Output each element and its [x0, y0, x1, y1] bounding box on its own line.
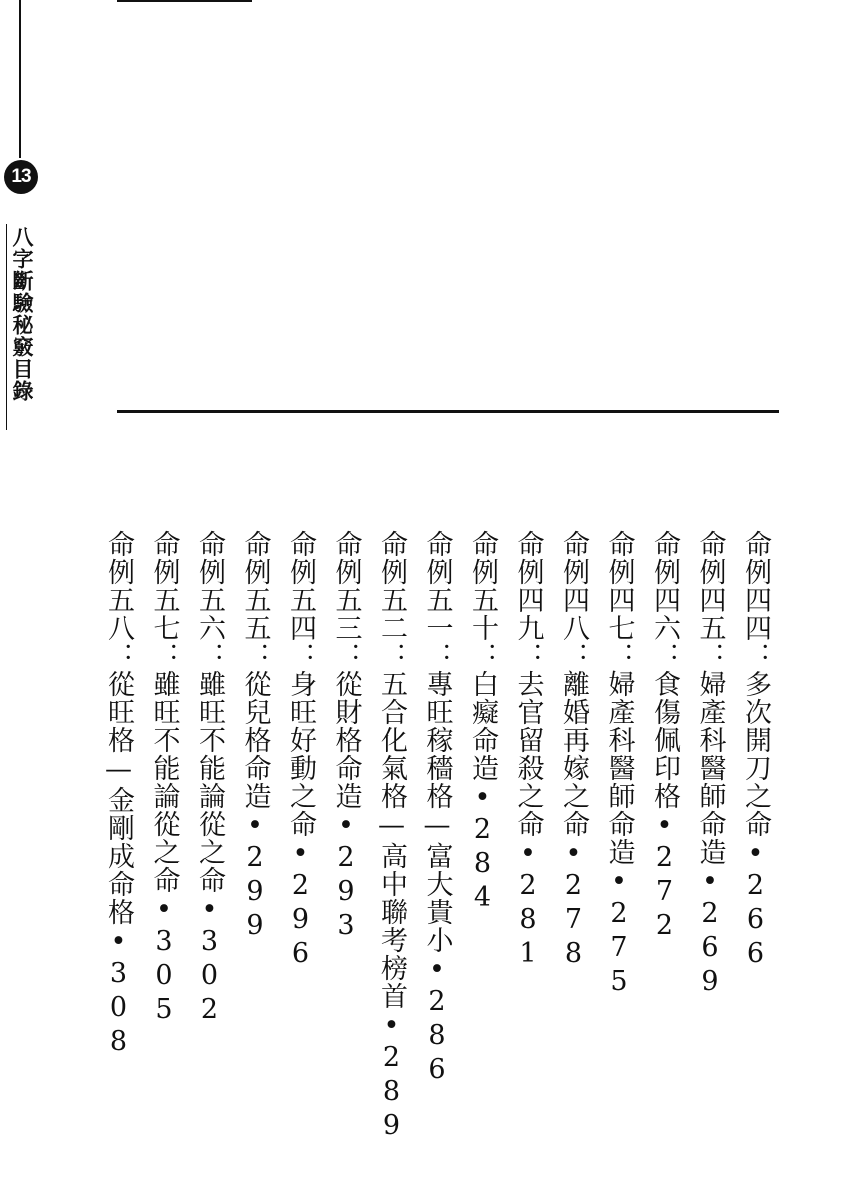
entry-label: 命例五三 — [330, 530, 362, 642]
entry-page: 266 — [740, 870, 771, 972]
entry-label: 命例四六 — [649, 530, 680, 642]
entry-page: 299 — [239, 842, 271, 944]
entry-page: 269 — [694, 898, 726, 1000]
toc-entry[interactable]: 命例四六：食傷佩印格•272 — [649, 530, 680, 944]
entry-title: 專旺稼穡格—富大貴小 — [421, 670, 453, 954]
entry-title: 五合化氣格—高中聯考榜首 — [376, 670, 407, 1010]
entry-title: 雖旺不能論從之命 — [194, 670, 225, 894]
side-rule-bottom — [6, 224, 7, 430]
entry-title: 婦產科醫師命造 — [694, 670, 726, 866]
entry-page: 296 — [285, 870, 316, 972]
entry-title: 離婚再嫁之命 — [558, 670, 589, 838]
entry-page: 302 — [194, 926, 225, 1028]
toc-entry[interactable]: 命例五八：從旺格—金剛成命格•308 — [103, 530, 134, 1060]
entry-title: 從財格命造 — [330, 670, 362, 810]
entry-page: 293 — [330, 842, 362, 944]
entry-label: 命例四七 — [603, 530, 635, 642]
entry-label: 命例五六 — [194, 530, 225, 642]
entry-page: 286 — [421, 986, 453, 1088]
toc-entry[interactable]: 命例五四：身旺好動之命•296 — [285, 530, 316, 972]
entry-label: 命例五五 — [239, 530, 271, 642]
entry-title: 從兒格命造 — [239, 670, 271, 810]
side-rule-top — [19, 0, 21, 158]
entry-label: 命例四四 — [740, 530, 771, 642]
entry-title: 婦產科醫師命造 — [603, 670, 635, 866]
entry-title: 雖旺不能論從之命 — [148, 670, 180, 894]
section-rule — [117, 410, 779, 413]
entry-label: 命例五八 — [103, 530, 134, 642]
entry-page: 308 — [103, 958, 134, 1060]
entry-label: 命例五十 — [467, 530, 498, 642]
entry-label: 命例四九 — [512, 530, 544, 642]
entry-page: 275 — [603, 898, 635, 1000]
toc-entry[interactable]: 命例五六：雖旺不能論從之命•302 — [194, 530, 225, 1028]
entry-label: 命例五二 — [376, 530, 407, 642]
table-of-contents — [96, 530, 779, 1170]
toc-entry[interactable]: 命例四八：離婚再嫁之命•278 — [558, 530, 589, 972]
toc-entry[interactable]: 命例五三：從財格命造•293 — [330, 530, 362, 944]
toc-entry[interactable]: 命例五二：五合化氣格—高中聯考榜首•289 — [376, 530, 407, 1144]
entry-page: 284 — [467, 814, 498, 916]
toc-entry[interactable]: 命例五五：從兒格命造•299 — [239, 530, 271, 944]
toc-entry[interactable]: 命例五一：專旺稼穡格—富大貴小•286 — [421, 530, 453, 1088]
entry-title: 白癡命造 — [467, 670, 498, 782]
entry-page: 272 — [649, 842, 680, 944]
entry-page: 281 — [512, 870, 544, 972]
toc-entry[interactable]: 命例五七：雖旺不能論從之命•305 — [148, 530, 180, 1028]
entry-title: 身旺好動之命 — [285, 670, 316, 838]
entry-label: 命例四五 — [694, 530, 726, 642]
entry-label: 命例四八 — [558, 530, 589, 642]
entry-page: 289 — [376, 1042, 407, 1144]
entry-page: 305 — [148, 926, 180, 1028]
entry-title: 從旺格—金剛成命格 — [103, 670, 134, 926]
entry-title: 去官留殺之命 — [512, 670, 544, 838]
top-rule — [117, 0, 252, 2]
toc-entry[interactable]: 命例四四：多次開刀之命•266 — [740, 530, 771, 972]
entry-label: 命例五七 — [148, 530, 180, 642]
toc-entry[interactable]: 命例四五：婦產科醫師命造•269 — [694, 530, 726, 1000]
toc-entry[interactable]: 命例四七：婦產科醫師命造•275 — [603, 530, 635, 1000]
entry-label: 命例五四 — [285, 530, 316, 642]
entry-label: 命例五一 — [421, 530, 453, 642]
entry-title: 食傷佩印格 — [649, 670, 680, 810]
book-title: 八字斷驗秘竅目錄 — [10, 226, 34, 402]
toc-entry[interactable]: 命例五十：白癡命造•284 — [467, 530, 498, 916]
toc-entry[interactable]: 命例四九：去官留殺之命•281 — [512, 530, 544, 972]
entry-title: 多次開刀之命 — [740, 670, 771, 838]
entry-page: 278 — [558, 870, 589, 972]
page-number-badge: 13 — [4, 160, 38, 194]
